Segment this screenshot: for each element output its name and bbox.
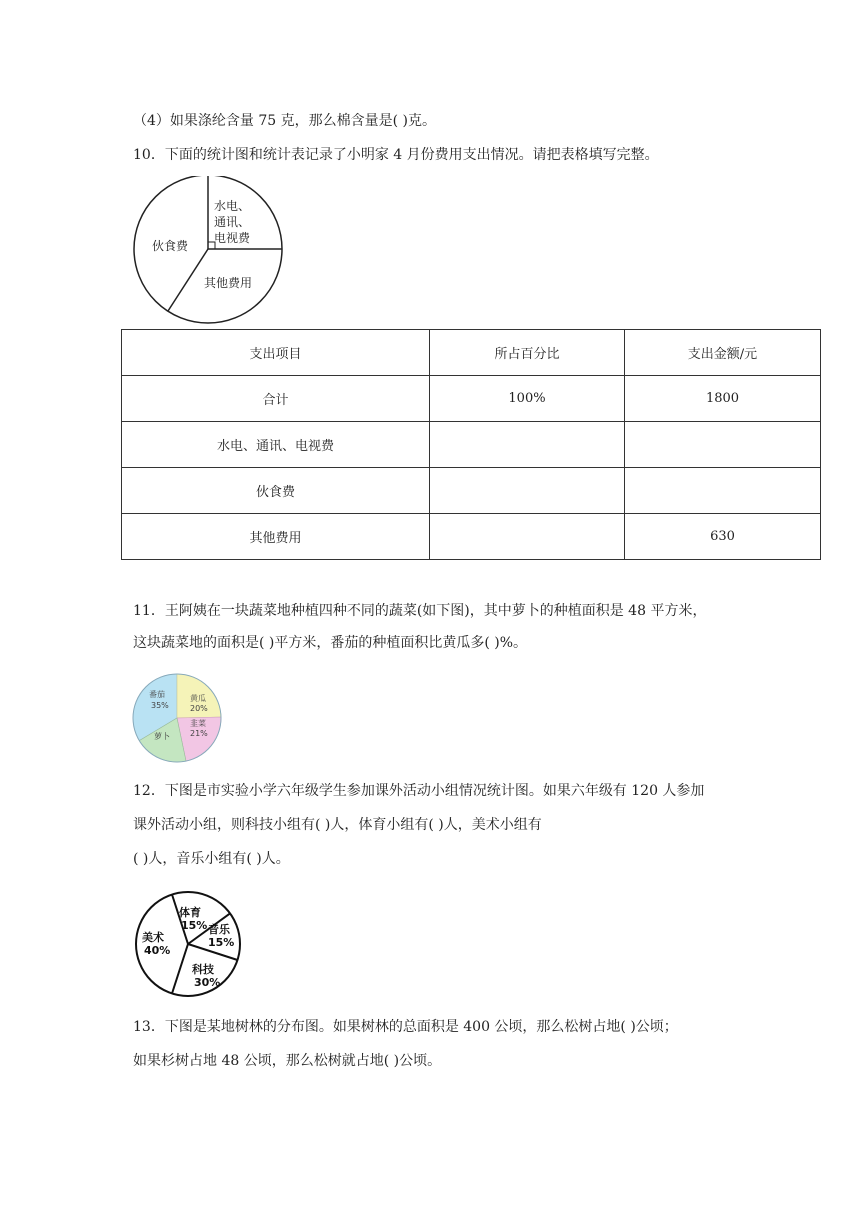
- q12-label-sports: 体育: [179, 906, 201, 919]
- table-cell: 伙食费: [122, 468, 430, 514]
- table-header: 支出项目: [122, 330, 430, 376]
- table-row: [122, 468, 821, 514]
- q11-text-2: 这块蔬菜地的面积是( )平方米，番茄的种植面积比黄瓜多( )%。: [133, 635, 528, 651]
- table-cell-blank[interactable]: [430, 468, 625, 514]
- q10-expense-table: [121, 329, 821, 560]
- table-cell-blank[interactable]: [430, 514, 625, 560]
- q13-text-1: 13．下图是某地树林的分布图。如果树林的总面积是 400 公顷，那么松树占地( )公顷；: [133, 1019, 678, 1035]
- table-cell: 100%: [430, 376, 625, 422]
- q12-value-art: 40%: [144, 944, 171, 957]
- q10-pie-label-utility-1: 水电、: [214, 199, 251, 213]
- q12-pie-chart: [132, 889, 244, 999]
- q12-text-2: 课外活动小组，则科技小组有( )人，体育小组有( )人，美术小组有: [133, 817, 542, 833]
- q11-label-cucumber: 黄瓜: [190, 694, 206, 703]
- table-cell-blank[interactable]: [625, 468, 821, 514]
- table-cell: 合计: [122, 376, 430, 422]
- q10-pie-label-utility-2: 通讯、: [214, 215, 251, 229]
- q4-text: （4）如果涤纶含量 75 克，那么棉含量是( )克。: [133, 113, 436, 129]
- table-row: [122, 514, 821, 560]
- q11-label-radish: 萝卜: [154, 732, 170, 741]
- q10-pie-chart: [128, 176, 288, 330]
- q12-value-tech: 30%: [194, 976, 221, 989]
- q10-pie-label-food: 伙食费: [152, 239, 189, 253]
- table-row: [122, 422, 821, 468]
- q11-label-leek: 韭菜: [190, 719, 206, 728]
- q12-label-music: 音乐: [208, 923, 230, 936]
- q10-pie-label-utility-3: 电视费: [214, 231, 251, 245]
- q13-text-2: 如果杉树占地 48 公顷，那么松树就占地( )公顷。: [133, 1053, 442, 1069]
- q12-label-tech: 科技: [192, 963, 214, 976]
- table-cell: 水电、通讯、电视费: [122, 422, 430, 468]
- table-header: 支出金额/元: [625, 330, 821, 376]
- table-cell: 1800: [625, 376, 821, 422]
- q11-text-1: 11．王阿姨在一块蔬菜地种植四种不同的蔬菜(如下图)，其中萝卜的种植面积是 48 平方米，: [133, 603, 707, 619]
- table-cell-blank[interactable]: [625, 422, 821, 468]
- table-cell: 其他费用: [122, 514, 430, 560]
- q11-value-tomato: 35%: [151, 701, 169, 710]
- table-cell: 630: [625, 514, 821, 560]
- q12-value-sports: 15%: [181, 919, 208, 932]
- q10-text: 10．下面的统计图和统计表记录了小明家 4 月份费用支出情况。请把表格填写完整。: [133, 147, 659, 163]
- q11-value-leek: 21%: [190, 729, 208, 738]
- table-row: [122, 376, 821, 422]
- table-header: 所占百分比: [430, 330, 625, 376]
- q12-text-3: ( )人，音乐小组有( )人。: [133, 851, 290, 867]
- q12-value-music: 15%: [208, 936, 235, 949]
- table-cell-blank[interactable]: [430, 422, 625, 468]
- table-header-row: [122, 330, 821, 376]
- q12-label-art: 美术: [142, 931, 164, 944]
- q12-text-1: 12．下图是市实验小学六年级学生参加课外活动小组情况统计图。如果六年级有 120 人参加: [133, 783, 705, 799]
- q11-value-cucumber: 20%: [190, 704, 208, 713]
- q10-pie-label-other: 其他费用: [204, 276, 253, 290]
- q11-label-tomato: 番茄: [149, 690, 165, 699]
- q11-pie-chart: [130, 673, 224, 763]
